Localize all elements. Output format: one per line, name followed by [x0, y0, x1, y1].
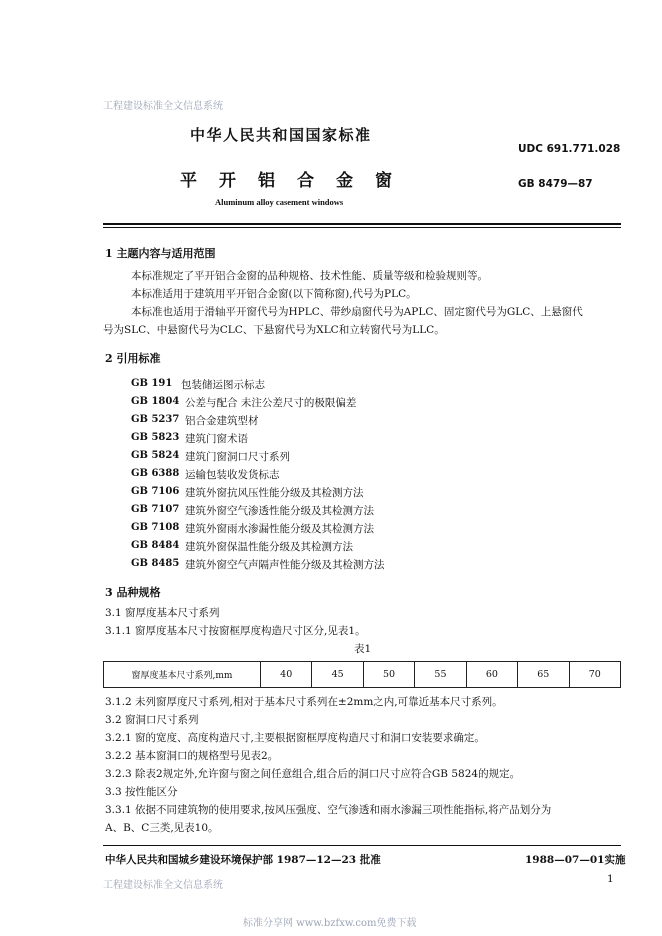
udc-code: UDC 691.771.028	[518, 143, 621, 155]
header-rule-thin	[103, 227, 621, 228]
reference-name: 公差与配合 未注公差尺寸的极限偏差	[185, 397, 357, 409]
reference-code: GB 8485	[131, 558, 180, 569]
section-1-para-3: 本标准也适用于滑轴平开窗代号为HPLC、带纱扇窗代号为APLC、固定窗代号为GLC、上悬窗代	[131, 306, 583, 318]
site-watermark: 标准分享网 www.bzfxw.com免费下载	[243, 918, 417, 929]
standard-org-title: 中华人民共和国国家标准	[190, 126, 372, 144]
reference-code: GB 5824	[131, 450, 180, 461]
table-cell: 40	[261, 662, 312, 688]
reference-code: GB 7108	[131, 522, 180, 533]
header-rule-thick	[103, 223, 621, 225]
reference-name: 建筑门窗术语	[185, 433, 248, 445]
reference-code: GB 8484	[131, 540, 180, 551]
reference-name: 建筑外窗雨水渗漏性能分级及其检测方法	[185, 523, 374, 535]
reference-name: 建筑外窗空气渗透性能分级及其检测方法	[185, 505, 374, 517]
watermark-top: 工程建设标准全文信息系统	[103, 101, 223, 112]
window-thickness-table	[103, 661, 621, 688]
table-cell: 55	[415, 662, 466, 688]
table-label-cell: 窗厚度基本尺寸系列,mm	[104, 662, 261, 688]
table-caption: 表1	[354, 643, 372, 655]
approval-line: 中华人民共和国城乡建设环境保护部 1987—12—23 批准	[105, 854, 381, 866]
table-cell: 50	[363, 662, 414, 688]
reference-code: GB 7107	[131, 504, 180, 515]
footer-rule	[103, 845, 621, 846]
reference-code: GB 191	[131, 378, 173, 389]
gb-code: GB 8479—87	[518, 178, 593, 190]
section-1-para-2: 本标准适用于建筑用平开铝合金窗(以下简称窗),代号为PLC。	[131, 288, 417, 300]
clause-3-1-1: 3.1.1 窗厚度基本尺寸按窗框厚度构造尺寸区分,见表1。	[105, 625, 366, 637]
watermark-bottom: 工程建设标准全文信息系统	[103, 880, 223, 891]
section-3-heading: 3 品种规格	[105, 586, 161, 599]
table-cell: 60	[466, 662, 517, 688]
reference-name: 建筑门窗洞口尺寸系列	[185, 451, 290, 463]
section-1-para-3-cont: 号为SLC、中悬窗代号为CLC、下悬窗代号为XLC和立转窗代号为LLC。	[103, 324, 445, 336]
reference-name: 铝合金建筑型材	[185, 415, 259, 427]
page-number: 1	[607, 873, 614, 885]
reference-code: GB 5823	[131, 432, 180, 443]
reference-code: GB 1804	[131, 396, 180, 407]
reference-code: GB 5237	[131, 414, 180, 425]
table-cell: 65	[518, 662, 569, 688]
reference-code: GB 6388	[131, 468, 180, 479]
clause-3-1: 3.1 窗厚度基本尺寸系列	[105, 607, 220, 619]
clause-3-3-1: 3.3.1 依据不同建筑物的使用要求,按风压强度、空气渗透和雨水渗漏三项性能指标,将产品划分为	[105, 804, 552, 816]
clause-3-2-2: 3.2.2 基本窗洞口的规格型号见表2。	[105, 750, 279, 762]
section-1-heading: 1 主题内容与适用范围	[105, 247, 216, 260]
reference-name: 建筑外窗抗风压性能分级及其检测方法	[185, 487, 364, 499]
section-2-heading: 2 引用标准	[105, 352, 161, 365]
clause-3-3: 3.3 按性能区分	[105, 786, 178, 798]
table-row	[104, 662, 621, 688]
table-cell: 70	[569, 662, 620, 688]
clause-3-2-3: 3.2.3 除表2规定外,允许窗与窗之间任意组合,组合后的洞口尺寸应符合GB 5824的规定。	[105, 768, 521, 780]
clause-3-1-2: 3.1.2 未列窗厚度尺寸系列,相对于基本尺寸系列在±2mm之内,可靠近基本尺寸系列。	[105, 696, 503, 708]
clause-3-2-1: 3.2.1 窗的宽度、高度构造尺寸,主要根据窗框厚度构造尺寸和洞口安装要求确定。	[105, 732, 485, 744]
reference-name: 包装储运图示标志	[181, 379, 265, 391]
implementation-date: 1988—07—01实施	[525, 854, 626, 866]
section-1-para-1: 本标准规定了平开铝合金窗的品种规格、技术性能、质量等级和检验规则等。	[131, 270, 488, 282]
table-cell: 45	[312, 662, 363, 688]
document-title: 平开铝合金窗	[180, 171, 414, 191]
reference-name: 建筑外窗保温性能分级及其检测方法	[185, 541, 353, 553]
reference-code: GB 7106	[131, 486, 180, 497]
english-title: Aluminum alloy casement windows	[215, 197, 344, 207]
reference-name: 运输包装收发货标志	[185, 469, 280, 481]
clause-3-3-1-cont: A、B、C三类,见表10。	[105, 822, 219, 834]
reference-name: 建筑外窗空气声隔声性能分级及其检测方法	[185, 559, 385, 571]
clause-3-2: 3.2 窗洞口尺寸系列	[105, 714, 199, 726]
